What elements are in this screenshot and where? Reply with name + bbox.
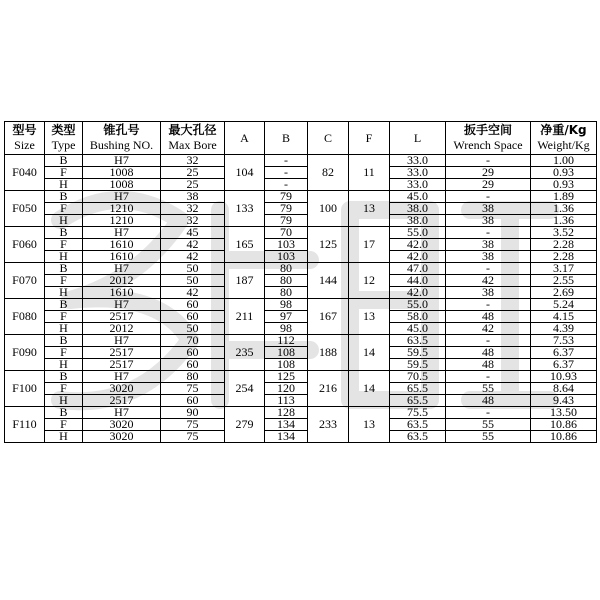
weight-cell: 13.50 bbox=[531, 407, 597, 419]
type-cell: B bbox=[45, 335, 83, 347]
type-cell: B bbox=[45, 263, 83, 275]
b-cell: 97 bbox=[265, 311, 308, 323]
b-cell: - bbox=[265, 179, 308, 191]
bushing-cell: 2517 bbox=[83, 347, 161, 359]
l-cell: 63.5 bbox=[390, 431, 446, 443]
wrench-cell: 48 bbox=[446, 395, 531, 407]
weight-cell: 1.89 bbox=[531, 191, 597, 203]
size-cell: F070 bbox=[5, 263, 45, 299]
table-row bbox=[5, 251, 597, 263]
c-cell: 216 bbox=[308, 371, 349, 407]
weight-cell: 1.36 bbox=[531, 203, 597, 215]
header-bushing-no bbox=[83, 122, 161, 155]
bushing-cell: H7 bbox=[83, 227, 161, 239]
type-cell: B bbox=[45, 155, 83, 167]
bushing-cell: 2012 bbox=[83, 275, 161, 287]
f-cell: 13 bbox=[349, 407, 390, 443]
table-row bbox=[5, 335, 597, 347]
bushing-cell: 1008 bbox=[83, 179, 161, 191]
max-bore-cell: 75 bbox=[161, 419, 225, 431]
weight-cell: 5.24 bbox=[531, 299, 597, 311]
l-cell: 65.5 bbox=[390, 383, 446, 395]
wrench-cell: 55 bbox=[446, 383, 531, 395]
max-bore-cell: 50 bbox=[161, 323, 225, 335]
type-cell: H bbox=[45, 431, 83, 443]
b-cell: - bbox=[265, 155, 308, 167]
max-bore-cell: 50 bbox=[161, 275, 225, 287]
bushing-cell: H7 bbox=[83, 155, 161, 167]
wrench-cell: 38 bbox=[446, 215, 531, 227]
bushing-cell: 1008 bbox=[83, 167, 161, 179]
c-cell: 167 bbox=[308, 299, 349, 335]
size-cell: F050 bbox=[5, 191, 45, 227]
weight-cell: 10.93 bbox=[531, 371, 597, 383]
wrench-cell: - bbox=[446, 407, 531, 419]
size-cell: F100 bbox=[5, 371, 45, 407]
header-type-en: Type bbox=[51, 138, 76, 152]
header-wrench-space-en: Wrench Space bbox=[453, 138, 523, 152]
max-bore-cell: 70 bbox=[161, 335, 225, 347]
type-cell: B bbox=[45, 299, 83, 311]
header-a bbox=[225, 122, 265, 155]
b-cell: 134 bbox=[265, 431, 308, 443]
header-weight-cn: 净重/Kg bbox=[540, 123, 587, 137]
weight-cell: 0.93 bbox=[531, 179, 597, 191]
table-row bbox=[5, 275, 597, 287]
table-row bbox=[5, 419, 597, 431]
table-row bbox=[5, 395, 597, 407]
l-cell: 45.0 bbox=[390, 191, 446, 203]
a-cell: 187 bbox=[225, 263, 265, 299]
l-cell: 45.0 bbox=[390, 323, 446, 335]
table-row bbox=[5, 179, 597, 191]
header-b bbox=[265, 122, 308, 155]
max-bore-cell: 42 bbox=[161, 287, 225, 299]
wrench-cell: - bbox=[446, 263, 531, 275]
spec-table-container bbox=[4, 121, 596, 443]
b-cell: 108 bbox=[265, 347, 308, 359]
wrench-cell: 29 bbox=[446, 167, 531, 179]
f-cell: 11 bbox=[349, 155, 390, 191]
size-cell: F080 bbox=[5, 299, 45, 335]
type-cell: F bbox=[45, 311, 83, 323]
weight-cell: 3.52 bbox=[531, 227, 597, 239]
table-row bbox=[5, 203, 597, 215]
table-row bbox=[5, 239, 597, 251]
max-bore-cell: 90 bbox=[161, 407, 225, 419]
header-b-en: B bbox=[281, 130, 290, 145]
f-cell: 13 bbox=[349, 191, 390, 227]
b-cell: 98 bbox=[265, 299, 308, 311]
b-cell: 70 bbox=[265, 227, 308, 239]
f-cell: 12 bbox=[349, 263, 390, 299]
table-row bbox=[5, 347, 597, 359]
l-cell: 38.0 bbox=[390, 215, 446, 227]
max-bore-cell: 60 bbox=[161, 347, 225, 359]
weight-cell: 1.00 bbox=[531, 155, 597, 167]
bushing-cell: 1610 bbox=[83, 287, 161, 299]
l-cell: 63.5 bbox=[390, 335, 446, 347]
header-f bbox=[349, 122, 390, 155]
header-bushing-no-cn: 锥孔号 bbox=[103, 123, 140, 137]
wrench-cell: 42 bbox=[446, 275, 531, 287]
bushing-cell: 3020 bbox=[83, 419, 161, 431]
l-cell: 33.0 bbox=[390, 179, 446, 191]
b-cell: 79 bbox=[265, 203, 308, 215]
type-cell: H bbox=[45, 179, 83, 191]
wrench-cell: 55 bbox=[446, 431, 531, 443]
l-cell: 42.0 bbox=[390, 287, 446, 299]
table-row bbox=[5, 323, 597, 335]
type-cell: H bbox=[45, 359, 83, 371]
type-cell: F bbox=[45, 383, 83, 395]
weight-cell: 3.17 bbox=[531, 263, 597, 275]
a-cell: 235 bbox=[225, 335, 265, 371]
bushing-cell: 2517 bbox=[83, 359, 161, 371]
weight-cell: 1.36 bbox=[531, 215, 597, 227]
type-cell: H bbox=[45, 215, 83, 227]
header-max-bore-cn: 最大孔径 bbox=[168, 123, 217, 137]
b-cell: 79 bbox=[265, 215, 308, 227]
table-row bbox=[5, 383, 597, 395]
table-row bbox=[5, 155, 597, 167]
b-cell: 103 bbox=[265, 251, 308, 263]
bushing-cell: H7 bbox=[83, 191, 161, 203]
c-cell: 125 bbox=[308, 227, 349, 263]
max-bore-cell: 25 bbox=[161, 179, 225, 191]
f-cell: 17 bbox=[349, 227, 390, 263]
header-max-bore bbox=[161, 122, 225, 155]
l-cell: 38.0 bbox=[390, 203, 446, 215]
size-cell: F040 bbox=[5, 155, 45, 191]
max-bore-cell: 42 bbox=[161, 251, 225, 263]
b-cell: 120 bbox=[265, 383, 308, 395]
spec-table bbox=[4, 121, 597, 443]
weight-cell: 6.37 bbox=[531, 359, 597, 371]
l-cell: 47.0 bbox=[390, 263, 446, 275]
table-row bbox=[5, 227, 597, 239]
bushing-cell: H7 bbox=[83, 407, 161, 419]
bushing-cell: 1210 bbox=[83, 203, 161, 215]
type-cell: F bbox=[45, 275, 83, 287]
wrench-cell: - bbox=[446, 227, 531, 239]
bushing-cell: 3020 bbox=[83, 383, 161, 395]
table-row bbox=[5, 311, 597, 323]
weight-cell: 0.93 bbox=[531, 167, 597, 179]
max-bore-cell: 25 bbox=[161, 167, 225, 179]
b-cell: 103 bbox=[265, 239, 308, 251]
max-bore-cell: 32 bbox=[161, 215, 225, 227]
c-cell: 100 bbox=[308, 191, 349, 227]
header-l bbox=[390, 122, 446, 155]
type-cell: F bbox=[45, 239, 83, 251]
c-cell: 233 bbox=[308, 407, 349, 443]
b-cell: 134 bbox=[265, 419, 308, 431]
type-cell: F bbox=[45, 203, 83, 215]
size-cell: F060 bbox=[5, 227, 45, 263]
c-cell: 188 bbox=[308, 335, 349, 371]
bushing-cell: 3020 bbox=[83, 431, 161, 443]
wrench-cell: 38 bbox=[446, 239, 531, 251]
type-cell: H bbox=[45, 251, 83, 263]
bushing-cell: H7 bbox=[83, 371, 161, 383]
a-cell: 165 bbox=[225, 227, 265, 263]
a-cell: 279 bbox=[225, 407, 265, 443]
b-cell: 108 bbox=[265, 359, 308, 371]
bushing-cell: H7 bbox=[83, 299, 161, 311]
table-row bbox=[5, 167, 597, 179]
weight-cell: 4.15 bbox=[531, 311, 597, 323]
max-bore-cell: 32 bbox=[161, 155, 225, 167]
weight-cell: 9.43 bbox=[531, 395, 597, 407]
bushing-cell: 2517 bbox=[83, 311, 161, 323]
weight-cell: 7.53 bbox=[531, 335, 597, 347]
type-cell: H bbox=[45, 395, 83, 407]
header-size-en: Size bbox=[14, 138, 35, 152]
a-cell: 211 bbox=[225, 299, 265, 335]
wrench-cell: 38 bbox=[446, 203, 531, 215]
bushing-cell: 2012 bbox=[83, 323, 161, 335]
l-cell: 75.5 bbox=[390, 407, 446, 419]
header-wrench-space-cn: 扳手空间 bbox=[463, 123, 512, 137]
a-cell: 254 bbox=[225, 371, 265, 407]
b-cell: 112 bbox=[265, 335, 308, 347]
b-cell: 113 bbox=[265, 395, 308, 407]
header-l-en: L bbox=[413, 130, 422, 145]
wrench-cell: 48 bbox=[446, 311, 531, 323]
type-cell: B bbox=[45, 371, 83, 383]
l-cell: 55.0 bbox=[390, 299, 446, 311]
l-cell: 44.0 bbox=[390, 275, 446, 287]
b-cell: 125 bbox=[265, 371, 308, 383]
weight-cell: 2.69 bbox=[531, 287, 597, 299]
type-cell: H bbox=[45, 287, 83, 299]
b-cell: 128 bbox=[265, 407, 308, 419]
bushing-cell: 1610 bbox=[83, 251, 161, 263]
b-cell: 80 bbox=[265, 287, 308, 299]
weight-cell: 2.28 bbox=[531, 239, 597, 251]
l-cell: 59.5 bbox=[390, 347, 446, 359]
bushing-cell: H7 bbox=[83, 263, 161, 275]
wrench-cell: 29 bbox=[446, 179, 531, 191]
header-type bbox=[45, 122, 83, 155]
wrench-cell: 55 bbox=[446, 419, 531, 431]
wrench-cell: - bbox=[446, 371, 531, 383]
max-bore-cell: 50 bbox=[161, 263, 225, 275]
weight-cell: 4.39 bbox=[531, 323, 597, 335]
f-cell: 14 bbox=[349, 371, 390, 407]
table-row bbox=[5, 371, 597, 383]
header-c-en: C bbox=[323, 130, 332, 145]
table-row bbox=[5, 191, 597, 203]
l-cell: 42.0 bbox=[390, 251, 446, 263]
max-bore-cell: 38 bbox=[161, 191, 225, 203]
type-cell: F bbox=[45, 347, 83, 359]
size-cell: F110 bbox=[5, 407, 45, 443]
l-cell: 33.0 bbox=[390, 155, 446, 167]
max-bore-cell: 32 bbox=[161, 203, 225, 215]
l-cell: 33.0 bbox=[390, 167, 446, 179]
size-cell: F090 bbox=[5, 335, 45, 371]
l-cell: 59.5 bbox=[390, 359, 446, 371]
bushing-cell: 1210 bbox=[83, 215, 161, 227]
wrench-cell: 48 bbox=[446, 347, 531, 359]
c-cell: 82 bbox=[308, 155, 349, 191]
weight-cell: 2.55 bbox=[531, 275, 597, 287]
header-wrench-space bbox=[446, 122, 531, 155]
b-cell: 79 bbox=[265, 191, 308, 203]
table-row bbox=[5, 359, 597, 371]
table-row bbox=[5, 287, 597, 299]
c-cell: 144 bbox=[308, 263, 349, 299]
wrench-cell: 48 bbox=[446, 359, 531, 371]
wrench-cell: 38 bbox=[446, 287, 531, 299]
wrench-cell: - bbox=[446, 335, 531, 347]
f-cell: 13 bbox=[349, 299, 390, 335]
wrench-cell: - bbox=[446, 155, 531, 167]
bushing-cell: 2517 bbox=[83, 395, 161, 407]
b-cell: - bbox=[265, 167, 308, 179]
bushing-cell: H7 bbox=[83, 335, 161, 347]
max-bore-cell: 60 bbox=[161, 311, 225, 323]
header-c bbox=[308, 122, 349, 155]
a-cell: 133 bbox=[225, 191, 265, 227]
b-cell: 80 bbox=[265, 263, 308, 275]
max-bore-cell: 75 bbox=[161, 431, 225, 443]
max-bore-cell: 60 bbox=[161, 359, 225, 371]
header-a-en: A bbox=[240, 130, 249, 145]
l-cell: 58.0 bbox=[390, 311, 446, 323]
l-cell: 55.0 bbox=[390, 227, 446, 239]
table-row bbox=[5, 431, 597, 443]
table-row bbox=[5, 299, 597, 311]
max-bore-cell: 75 bbox=[161, 383, 225, 395]
header-weight-en: Weight/Kg bbox=[537, 138, 590, 152]
bushing-cell: 1610 bbox=[83, 239, 161, 251]
max-bore-cell: 60 bbox=[161, 299, 225, 311]
type-cell: B bbox=[45, 191, 83, 203]
weight-cell: 10.86 bbox=[531, 431, 597, 443]
type-cell: F bbox=[45, 167, 83, 179]
weight-cell: 10.86 bbox=[531, 419, 597, 431]
max-bore-cell: 60 bbox=[161, 395, 225, 407]
wrench-cell: - bbox=[446, 299, 531, 311]
b-cell: 98 bbox=[265, 323, 308, 335]
wrench-cell: 38 bbox=[446, 251, 531, 263]
l-cell: 70.5 bbox=[390, 371, 446, 383]
l-cell: 63.5 bbox=[390, 419, 446, 431]
wrench-cell: 42 bbox=[446, 323, 531, 335]
header-f-en: F bbox=[365, 130, 373, 145]
max-bore-cell: 45 bbox=[161, 227, 225, 239]
a-cell: 104 bbox=[225, 155, 265, 191]
wrench-cell: - bbox=[446, 191, 531, 203]
header-weight bbox=[531, 122, 597, 155]
l-cell: 65.5 bbox=[390, 395, 446, 407]
table-row bbox=[5, 407, 597, 419]
weight-cell: 6.37 bbox=[531, 347, 597, 359]
f-cell: 14 bbox=[349, 335, 390, 371]
header-type-cn: 类型 bbox=[51, 123, 76, 137]
type-cell: F bbox=[45, 419, 83, 431]
table-row bbox=[5, 215, 597, 227]
type-cell: B bbox=[45, 407, 83, 419]
l-cell: 42.0 bbox=[390, 239, 446, 251]
max-bore-cell: 42 bbox=[161, 239, 225, 251]
header-max-bore-en: Max Bore bbox=[168, 138, 217, 152]
header-size-cn: 型号 bbox=[12, 123, 37, 137]
type-cell: H bbox=[45, 323, 83, 335]
header-bushing-no-en: Bushing NO. bbox=[89, 138, 154, 152]
weight-cell: 2.28 bbox=[531, 251, 597, 263]
header-row bbox=[5, 122, 597, 155]
header-size bbox=[5, 122, 45, 155]
type-cell: B bbox=[45, 227, 83, 239]
weight-cell: 8.64 bbox=[531, 383, 597, 395]
b-cell: 80 bbox=[265, 275, 308, 287]
table-row bbox=[5, 263, 597, 275]
max-bore-cell: 80 bbox=[161, 371, 225, 383]
